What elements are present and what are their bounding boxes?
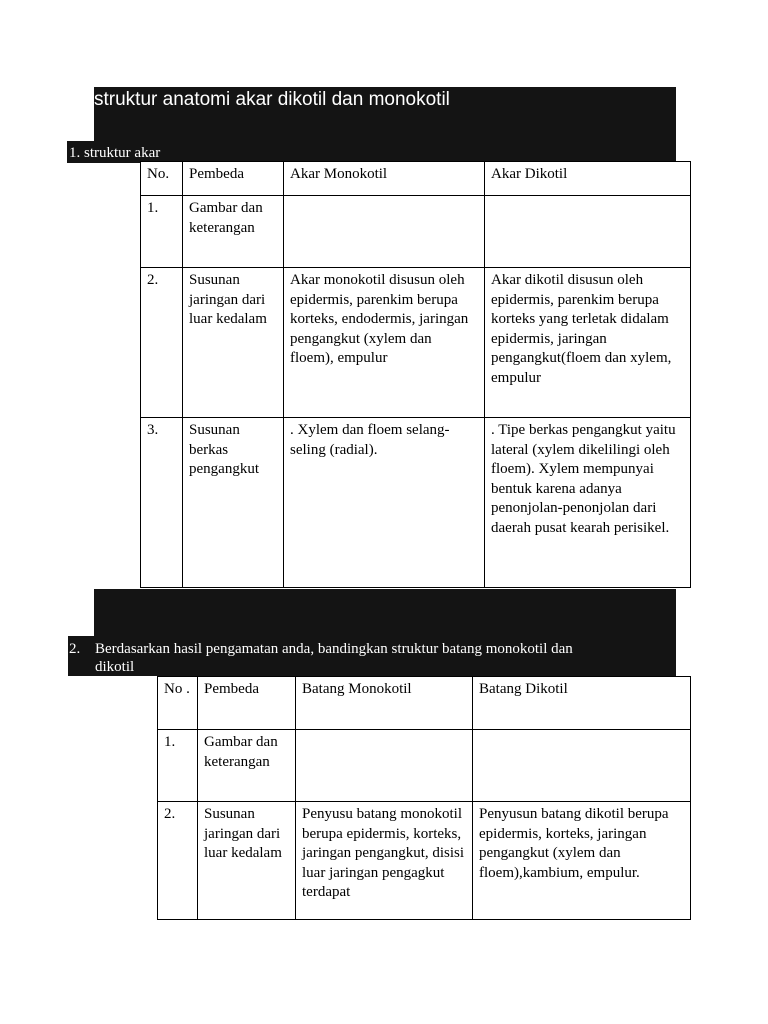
- table-cell: Susunan jaringan dari luar kedalam: [183, 268, 284, 418]
- table-cell: Gambar dan keterangan: [198, 730, 296, 802]
- header-cell: Akar Dikotil: [485, 162, 691, 196]
- table-row: [158, 730, 691, 802]
- header-cell: Batang Dikotil: [473, 677, 691, 730]
- table-cell: . Xylem dan floem selang-seling (radial).: [284, 418, 485, 588]
- table-header-row: [141, 162, 691, 196]
- table-cell: [284, 196, 485, 268]
- section2-number: 2.: [69, 641, 81, 657]
- table-row: [158, 802, 691, 920]
- table-cell: Gambar dan keterangan: [183, 196, 284, 268]
- header-cell: No.: [141, 162, 183, 196]
- header-cell: Akar Monokotil: [284, 162, 485, 196]
- section2-question-line1: Berdasarkan hasil pengamatan anda, bandingkan struktur batang monokotil dan: [95, 641, 573, 657]
- document-title: struktur anatomi akar dikotil dan monokotil: [94, 89, 450, 110]
- header-cell: Pembeda: [183, 162, 284, 196]
- table-cell: Susunan berkas pengangkut: [183, 418, 284, 588]
- header-cell: Pembeda: [198, 677, 296, 730]
- table-header-row: [158, 677, 691, 730]
- table-cell: 2.: [158, 802, 198, 920]
- table-cell: 2.: [141, 268, 183, 418]
- table-cell: Susunan jaringan dari luar kedalam: [198, 802, 296, 920]
- table-cell: Penyusun batang dikotil berupa epidermis, korteks, jaringan pengangkut (xylem dan floem),kambium, empulur.: [473, 802, 691, 920]
- table-row: [141, 196, 691, 268]
- table-row: [141, 268, 691, 418]
- highlight-block-section2: [94, 589, 676, 638]
- table-cell: Penyusu batang monokotil berupa epidermis, korteks, jaringan pengangkut, disisi luar jaringan pengagkut terdapat: [296, 802, 473, 920]
- header-cell: Batang Monokotil: [296, 677, 473, 730]
- header-cell: No .: [158, 677, 198, 730]
- table-cell: 1.: [141, 196, 183, 268]
- table-row: [141, 418, 691, 588]
- table-cell: [485, 196, 691, 268]
- section1-heading: 1. struktur akar: [69, 145, 161, 161]
- section2-question-line2: dikotil: [95, 659, 135, 675]
- table-cell: [473, 730, 691, 802]
- root-structure-table: [140, 161, 691, 588]
- stem-structure-table: [157, 676, 691, 920]
- table-cell: . Tipe berkas pengangkut yaitu lateral (xylem dikelilingi oleh floem). Xylem mempunyai bentuk karena adanya penonjolan-penonjolan dari daerah pusat kearah perisikel.: [485, 418, 691, 588]
- table-cell: [296, 730, 473, 802]
- table-cell: Akar monokotil disusun oleh epidermis, parenkim berupa korteks, endodermis, jaringan pengangkut (xylem dan floem), empulur: [284, 268, 485, 418]
- table-cell: Akar dikotil disusun oleh epidermis, parenkim berupa korteks yang terletak didalam epidermis, jaringan pengangkut(floem dan xylem, empulur: [485, 268, 691, 418]
- table-cell: 1.: [158, 730, 198, 802]
- table-cell: 3.: [141, 418, 183, 588]
